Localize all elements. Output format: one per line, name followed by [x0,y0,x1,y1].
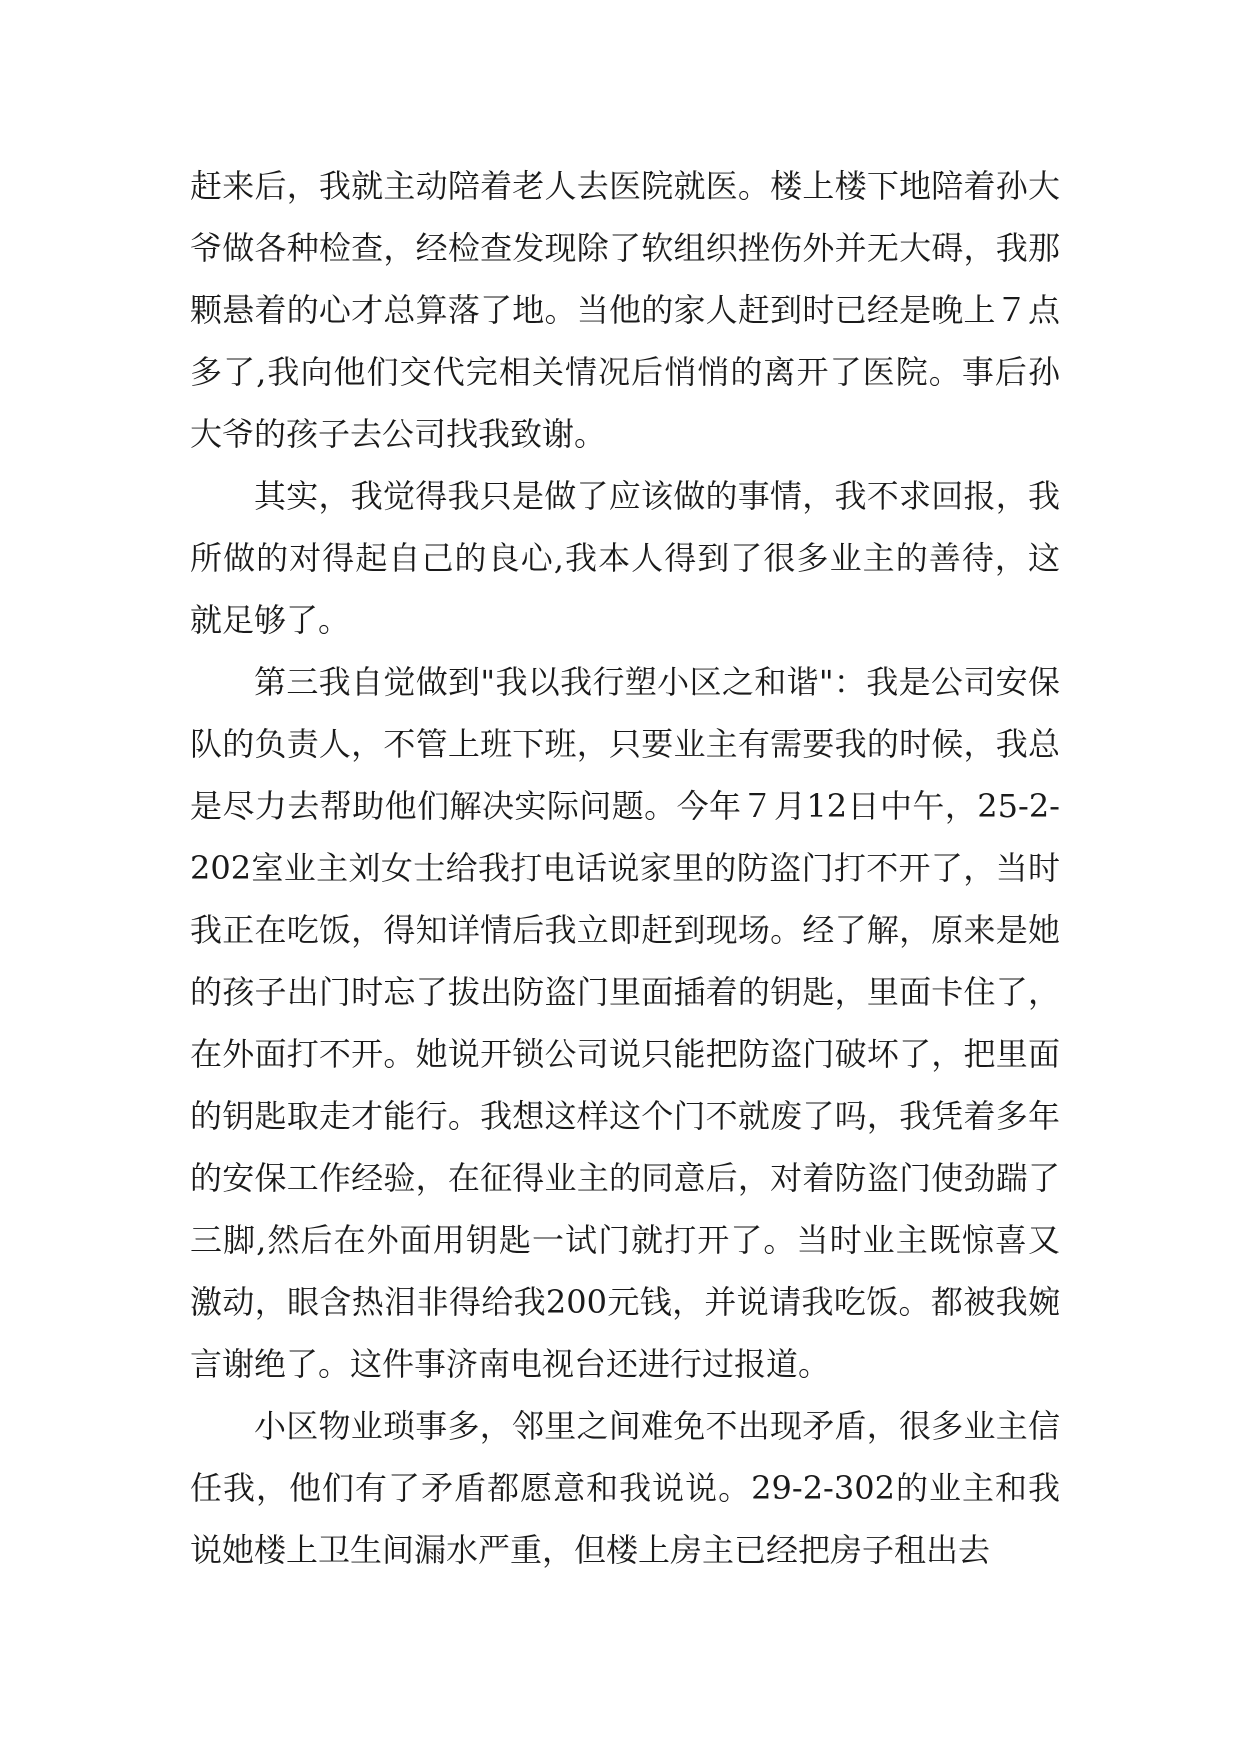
document-body [190,155,1060,1581]
paragraph-3: 第三我自觉做到"我以我行塑小区之和谐"：我是公司安保队的负责人，不管上班下班，只要业主有需要我的时候，我总是尽力去帮助他们解决实际问题。今年７月12日中午，25-2-202室业主刘女士给我打电话说家里的防盗门打不开了，当时我正在吃饭，得知详情后我立即赶到现场。经了解，原来是她的孩子出门时忘了拔出防盗门里面插着的钥匙，里面卡住了，在外面打不开。她说开锁公司说只能把防盗门破坏了，把里面的钥匙取走才能行。我想这样这个门不就废了吗，我凭着多年的安保工作经验，在征得业主的同意后，对着防盗门使劲踹了三脚,然后在外面用钥匙一试门就打开了。当时业主既惊喜又激动，眼含热泪非得给我200元钱，并说请我吃饭。都被我婉言谢绝了。这件事济南电视台还进行过报道。 [190,663,1060,1383]
paragraph-4: 小区物业琐事多，邻里之间难免不出现矛盾，很多业主信任我，他们有了矛盾都愿意和我说说。29-2-302的业主和我说她楼上卫生间漏水严重，但楼上房主已经把房子租出去 [190,1407,1060,1569]
paragraph-1: 赶来后，我就主动陪着老人去医院就医。楼上楼下地陪着孙大爷做各种检查，经检查发现除了软组织挫伤外并无大碍，我那颗悬着的心才总算落了地。当他的家人赶到时已经是晚上７点多了,我向他们交代完相关情况后悄悄的离开了医院。事后孙大爷的孩子去公司找我致谢。 [190,167,1060,453]
paragraph-2: 其实，我觉得我只是做了应该做的事情，我不求回报，我所做的对得起自己的良心,我本人得到了很多业主的善待，这就足够了。 [190,477,1060,639]
